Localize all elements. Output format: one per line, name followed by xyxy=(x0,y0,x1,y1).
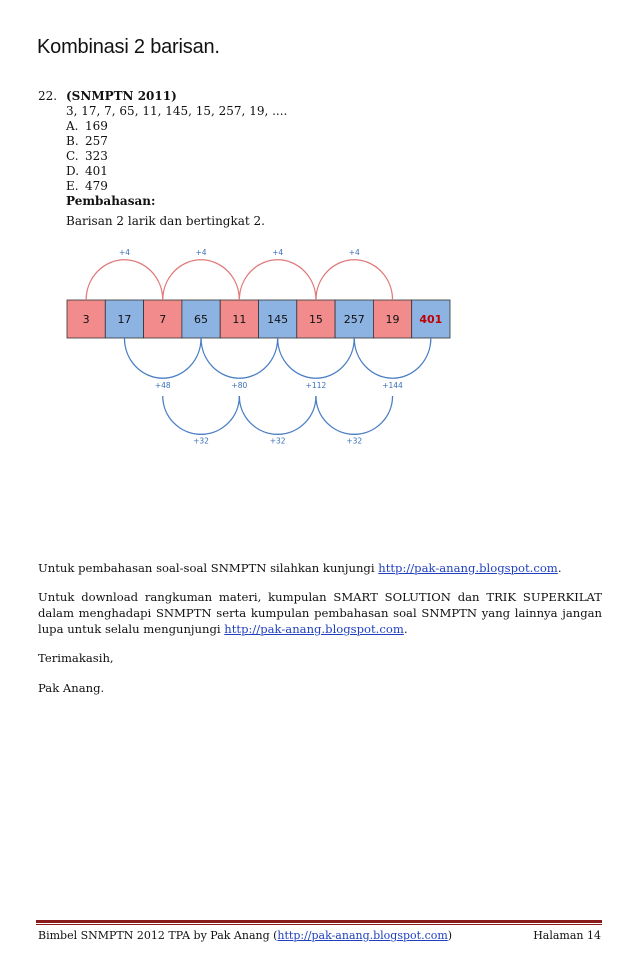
level1-arc xyxy=(124,338,201,378)
footer-left-end: ) xyxy=(447,929,453,942)
sequence-cell-value: 19 xyxy=(385,313,400,326)
sequence-cell-value: 145 xyxy=(267,313,289,326)
option-value: 401 xyxy=(85,164,108,178)
top-diff-label: +4 xyxy=(272,247,284,257)
sequence-cell-value: 17 xyxy=(117,313,132,326)
level2-diff-label: +32 xyxy=(193,436,209,446)
option-letter: D. xyxy=(66,164,80,178)
page-number: Halaman 14 xyxy=(533,929,601,942)
level2-arc xyxy=(316,396,393,434)
top-arc xyxy=(239,260,316,300)
pembahasan-text: Barisan 2 larik dan bertingkat 2. xyxy=(66,214,265,228)
level1-diff-label: +80 xyxy=(231,381,248,391)
paragraph-download-end: . xyxy=(403,622,408,636)
paragraph-download-text: Untuk download rangkuman materi, kumpulan SMART SOLUTION dan TRIK SUPERKILAT dalam menghadapi SNMPTN serta kumpulan pembahasan soal SNMPTN yang lainnya jangan lupa untuk selalu mengunjungi xyxy=(38,590,602,636)
sequence-cell-value: 257 xyxy=(343,313,365,326)
sequence-cell-value: 7 xyxy=(159,313,167,326)
option-value: 323 xyxy=(85,149,108,163)
level1-arc xyxy=(354,338,431,378)
pembahasan-heading: Pembahasan: xyxy=(66,194,156,208)
option-value: 479 xyxy=(85,179,108,193)
sequence-cell-value: 3 xyxy=(82,313,90,326)
level2-diff-label: +32 xyxy=(269,436,286,446)
top-diff-label: +4 xyxy=(348,247,360,257)
level1-arc xyxy=(278,338,355,378)
level2-arc xyxy=(163,396,240,434)
footer-rule-thin xyxy=(36,924,602,925)
option-letter: B. xyxy=(66,134,79,148)
top-diff-label: +4 xyxy=(195,247,207,257)
option-letter: C. xyxy=(66,149,79,163)
option-letter: E. xyxy=(66,179,79,193)
blog-link-2[interactable]: http://pak-anang.blogspot.com xyxy=(224,622,404,636)
top-diff-label: +4 xyxy=(118,247,130,257)
level2-diff-label: +32 xyxy=(346,436,363,446)
sequence-diagram xyxy=(0,0,638,460)
footer-rule-thick xyxy=(36,920,602,923)
closing-thanks: Terimakasih, xyxy=(38,651,114,665)
paragraph-download xyxy=(38,589,602,637)
sequence-cell-value: 65 xyxy=(194,313,209,326)
question-sequence: 3, 17, 7, 65, 11, 145, 15, 257, 19, .... xyxy=(66,104,288,118)
option-value: 169 xyxy=(85,119,108,133)
sequence-cell-value: 15 xyxy=(308,313,323,326)
top-arc xyxy=(163,260,240,300)
question-source: (SNMPTN 2011) xyxy=(66,89,177,103)
level1-diff-label: +48 xyxy=(154,381,171,391)
paragraph-visit-end: . xyxy=(557,561,562,575)
top-arc xyxy=(316,260,393,300)
level1-diff-label: +144 xyxy=(382,381,403,391)
footer-left-text: Bimbel SNMPTN 2012 TPA by Pak Anang ( xyxy=(38,929,278,942)
level2-arc xyxy=(239,396,316,434)
paragraph-visit-text: Untuk pembahasan soal-soal SNMPTN silahkan kunjungi xyxy=(38,561,379,575)
option-letter: A. xyxy=(66,119,79,133)
blog-link[interactable]: http://pak-anang.blogspot.com xyxy=(378,561,558,575)
sequence-cell-value: 401 xyxy=(419,313,443,326)
paragraph-visit xyxy=(38,560,602,576)
option-value: 257 xyxy=(85,134,108,148)
page-title: Kombinasi 2 barisan. xyxy=(37,36,220,58)
question-number: 22. xyxy=(38,89,58,103)
top-arc xyxy=(86,260,163,300)
closing-signature: Pak Anang. xyxy=(38,681,105,695)
level1-arc xyxy=(201,338,278,378)
level1-diff-label: +112 xyxy=(305,381,327,391)
sequence-cell-value: 11 xyxy=(232,313,247,326)
footer-link[interactable]: http://pak-anang.blogspot.com xyxy=(277,929,448,942)
footer-left xyxy=(38,929,452,942)
